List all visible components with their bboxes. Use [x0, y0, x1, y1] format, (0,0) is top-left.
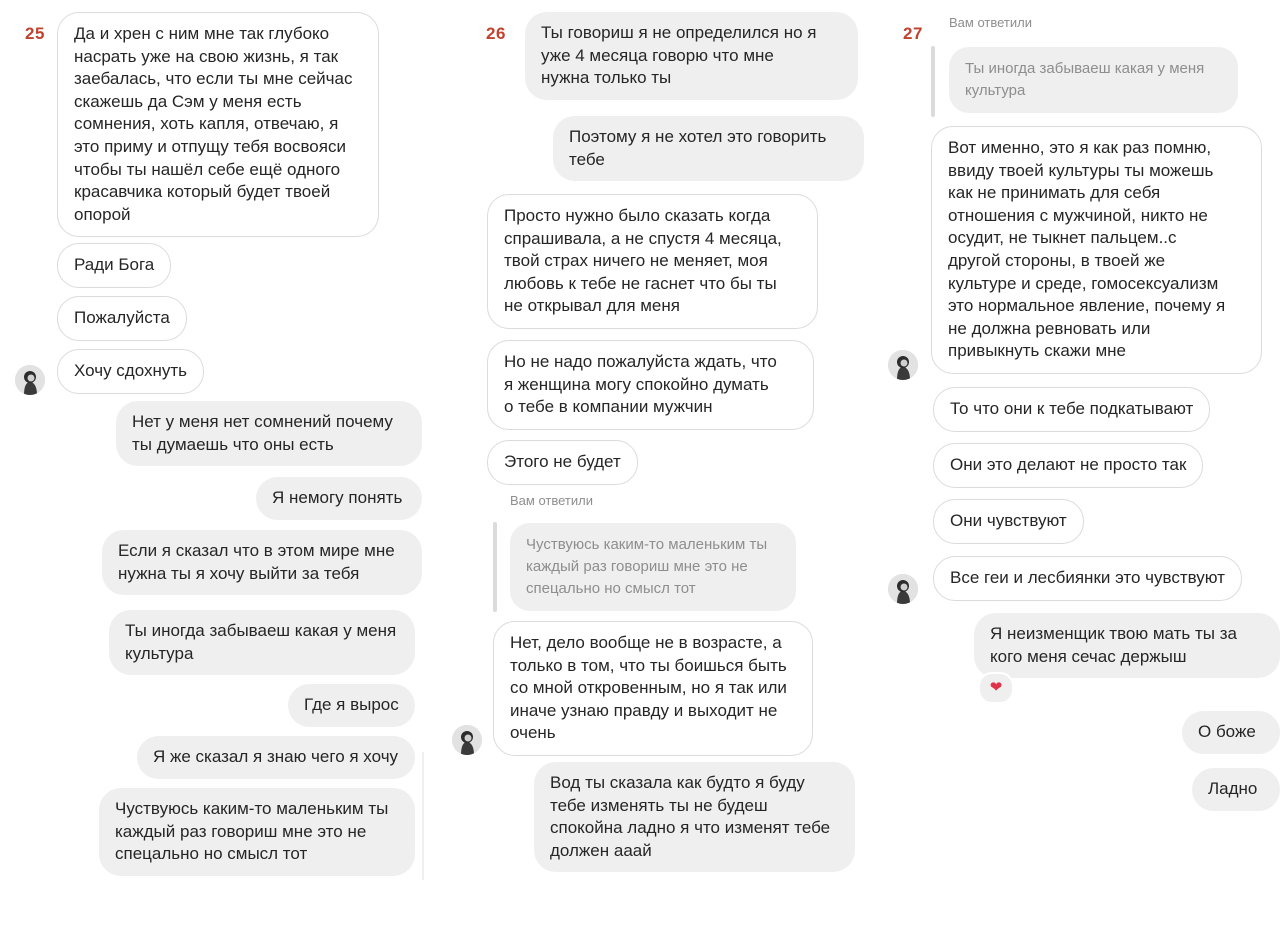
outgoing-message[interactable]: Я же сказал я знаю чего я хочу	[137, 736, 415, 779]
incoming-message[interactable]: Они чувствуют	[933, 499, 1084, 544]
outgoing-message[interactable]: Ладно	[1192, 768, 1280, 811]
outgoing-message[interactable]: Где я вырос	[288, 684, 415, 727]
outgoing-message[interactable]: Я неизменщик твою мать ты за кого меня сечас держыш	[974, 613, 1280, 678]
incoming-message[interactable]: Этого не будет	[487, 440, 638, 485]
heart-reaction-icon[interactable]: ❤	[978, 672, 1014, 704]
profile-avatar-icon[interactable]	[888, 350, 918, 380]
page-number-26: 26	[486, 24, 506, 43]
incoming-message[interactable]: Да и хрен с ним мне так глубоко насрать уже на свою жизнь, я так заебалась, что если ты мне сейчас скажешь да Сэм у меня есть сомнения, хоть капля, отвечаю, я это приму и отпущу тебя восвояси чтобы ты нашёл себе ещё одного красавчика который будет твоей опорой	[57, 12, 379, 237]
outgoing-message[interactable]: Ты говориш я не определился но я уже 4 месяца говорю что мне нужна только ты	[525, 12, 858, 100]
quoted-message[interactable]: Чуствуюсь каким-то маленьким ты каждый раз говориш мне это не спецально но смысл тот	[510, 523, 796, 611]
quote-bar	[931, 46, 935, 117]
outgoing-message[interactable]: Поэтому я не хотел это говорить тебе	[553, 116, 864, 181]
incoming-message[interactable]: Нет, дело вообще не в возрасте, а только в том, что ты боишься быть со мной откровенным, но я так или иначе узнаю правду и выходит не очень	[493, 621, 813, 756]
outgoing-message[interactable]: О боже	[1182, 711, 1280, 754]
incoming-message[interactable]: Но не надо пожалуйста ждать, что я женщина могу спокойно думать о тебе в компании мужчин	[487, 340, 814, 430]
incoming-message[interactable]: Вот именно, это я как раз помню, ввиду твоей культуры ты можешь как не принимать для себя отношения с мужчиной, никто не осудит, не тыкнет пальцем..с другой стороны, в твоей же культуре и среде, гомосексуализм это нормальное явление, почему я не должна ревновать или привыкнуть скажи мне	[931, 126, 1262, 374]
outgoing-message[interactable]: Вод ты сказала как будто я буду тебе изменять ты не будеш спокойна ладно я что изменят тебе должен ааай	[534, 762, 855, 872]
outgoing-message[interactable]: Нет у меня нет сомнений почему ты думаешь что оны есть	[116, 401, 422, 466]
profile-avatar-icon[interactable]	[15, 365, 45, 395]
incoming-message[interactable]: Просто нужно было сказать когда спрашивала, а не спустя 4 месяца, твой страх ничего не меняет, моя любовь к тебе не гаснет что бы ты не открывал для меня	[487, 194, 818, 329]
outgoing-message[interactable]: Я немогу понять	[256, 477, 422, 520]
incoming-message[interactable]: То что они к тебе подкатывают	[933, 387, 1210, 432]
page-number-25: 25	[25, 24, 45, 43]
page-number-27: 27	[903, 24, 923, 43]
quoted-message[interactable]: Ты иногда забываеш какая у меня культура	[949, 47, 1238, 113]
incoming-message[interactable]: Они это делают не просто так	[933, 443, 1203, 488]
incoming-message[interactable]: Пожалуйста	[57, 296, 187, 341]
outgoing-message[interactable]: Ты иногда забываеш какая у меня культура	[109, 610, 415, 675]
replied-label: Вам ответили	[949, 15, 1032, 30]
replied-label: Вам ответили	[510, 493, 593, 508]
profile-avatar-icon[interactable]	[888, 574, 918, 604]
outgoing-message[interactable]: Чуствуюсь каким-то маленьким ты каждый раз говориш мне это не спецально но смысл тот	[99, 788, 415, 876]
quote-bar	[493, 522, 497, 612]
reply-thread-line	[422, 752, 424, 880]
outgoing-message[interactable]: Если я сказал что в этом мире мне нужна ты я хочу выйти за тебя	[102, 530, 422, 595]
incoming-message[interactable]: Хочу сдохнуть	[57, 349, 204, 394]
incoming-message[interactable]: Ради Бога	[57, 243, 171, 288]
profile-avatar-icon[interactable]	[452, 725, 482, 755]
incoming-message[interactable]: Все геи и лесбиянки это чувствуют	[933, 556, 1242, 601]
